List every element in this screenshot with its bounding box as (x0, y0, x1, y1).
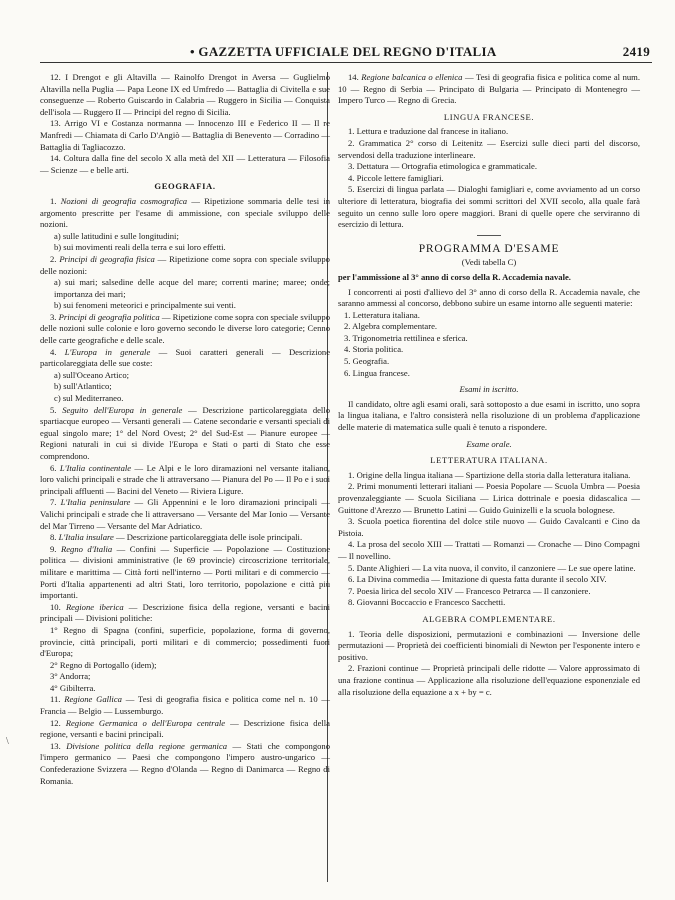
geo-sub: 2° Regno di Portogallo (idem); (50, 659, 157, 670)
french-item: 4. Piccole lettere famigliari. (348, 172, 444, 183)
program-subtitle: (Vedi tabella C) (461, 257, 517, 268)
geo-sub: 4° Gibilterra. (50, 682, 96, 693)
header-rule (40, 62, 652, 63)
geo-sub: c) sul Mediterraneo. (54, 393, 124, 404)
literature-item: 4. La prosa del secolo XIII — Trattati — Romanzi — Cronache — Dino Compagni — Il novellino. (338, 539, 640, 561)
program-bold-line: per l'ammissione al 3° anno di corso della R. Accademia navale. (338, 271, 571, 282)
geo-item-4: 4. L'Europa in generale — Suoi caratteri generali — Descrizione particolareggiata delle sue coste: (40, 346, 331, 369)
geo-sub: b) sui movimenti reali della terra e sui loro effetti. (54, 242, 226, 253)
program-title: PROGRAMMA D'ESAME (418, 242, 560, 255)
french-item: 3. Dettatura — Ortografia etimologica e grammaticale. (348, 161, 537, 172)
subject-item: 2. Algebra complementare. (344, 321, 438, 332)
french-heading: LINGUA FRANCESE. (443, 111, 535, 122)
left-column (40, 72, 330, 787)
subject-item: 5. Geografia. (344, 356, 390, 367)
margin-mark: \ (6, 736, 9, 747)
subject-item: 4. Storia politica. (344, 344, 404, 355)
geography-heading: GEOGRAFIA. (154, 181, 216, 192)
algebra-heading: ALGEBRA COMPLEMENTARE. (422, 613, 556, 624)
written-exam-title: Esami in iscritto. (459, 384, 519, 395)
geo-item-5: 5. Seguito dell'Europa in generale — Descrizione particolareggiata dello spartiacque europeo — Versanti generali — Catene secondarie e versanti speciali di egual singolo mare; 1° del Nord Ovest; 2° del Sud-Est — Pianure europee — Regioni naturali in cui si divide l'Europa e Stati o parti di Stato che esse comprendono. (40, 404, 330, 461)
geo-sub: a) sui mari; salsedine delle acque del mare; correnti marine; maree; onde; importanza dei mari; (54, 277, 330, 299)
geo-item-10: 10. Regione iberica — Descrizione fisica della regione, versanti e bacini principali — Divisioni politiche: (40, 601, 330, 624)
subject-item: 6. Lingua francese. (344, 367, 410, 378)
page-number: 2419 (622, 44, 650, 59)
geo-item-8: 8. L'Italia insulare — Descrizione particolareggiata delle isole principali. (50, 532, 303, 543)
geo-item-12: 12. Regione Germanica o dell'Europa centrale — Descrizione fisica della regione, versanti e bacini principali. (40, 717, 330, 740)
geo-sub: a) sulle latitudini e sulle longitudini; (54, 230, 179, 241)
geo-sub: b) sui fenomeni meteorici e principalmente sui venti. (54, 300, 236, 311)
geo-item-3: 3. Principi di geografia politica — Ripetizione come sopra con speciale sviluppo delle nozioni sulle colonie e loro governo secondo le diverse loro categorie; Cenno delle carte geografiche e delle scale. (40, 311, 330, 346)
history-item: 14. Coltura dalla fine del secolo X alla metà del XII — Letteratura — Filosofia — Scienze — e belle arti. (40, 153, 330, 175)
history-item: 12. I Drengot e gli Altavilla — Rainolfo Drengot in Aversa — Guglielmo Altavilla nella Puglia — Papa Leone IX ed Umfredo — Battaglia di Civitella e sue conseguenze — Roberto Guiscardo in Calabria — Ruggero in Sicilia — Conquista dell'isola — Ruggero II — Principi del regno di Sicilia. (40, 72, 330, 117)
geo-sub: 1° Regno di Spagna (confini, superficie, popolazione, forma di governo, provincie, città principali, porti militari e di commercio; possedimenti fuori d'Europa; (40, 624, 330, 659)
literature-item: 1. Origine della lingua italiana — Spartizione della storia dalla letteratura italiana. (348, 469, 631, 480)
right-column (338, 72, 640, 698)
literature-item: 2. Primi monumenti letterari italiani — Poesia Popolare — Scuola Umbra — Poesia provenzaleggiante — Scuola Siciliana — Lirica dottrinale e poesia didascalica — Guittone d'Arezzo — Brunetto Latini — Guido Guinizelli e la scuola bolognese. (338, 481, 640, 515)
geo-sub: b) sull'Atlantico; (54, 381, 112, 392)
geo-sub: a) sull'Oceano Artico; (54, 369, 130, 380)
history-item: 13. Arrigo VI e Costanza normanna — Innocenzo III e Federico II — Il re Manfredi — Chiamata di Carlo D'Angiò — Battaglia di Benevento — Corradino — Battaglia di Tagliacozzo. (40, 118, 330, 152)
geo-item-6: 6. L'Italia continentale — Le Alpi e le loro diramazioni nel versante italiano, loro valichi principali e strade che li attraversano — Pianura del Po — Il Po e i suoi principali affluenti — Bacini del Veneto — Riviera Ligure. (40, 462, 330, 496)
geo-item-9: 9. Regno d'Italia — Confini — Superficie — Popolazione — Costituzione politica — divisioni amministrative (le 69 provincie) circoscrizione territoriale, militare e marittima — Città forti nell'interno — Porti militari e di commercio — Porti d'Italia appartenenti ad altri Stati, loro territorio, popolazione e città più importanti. (40, 543, 331, 601)
section-separator (477, 235, 501, 236)
geo-item-14: 14. Regione balcanica o ellenica — Tesi di geografia fisica e politica come al num. 10 — Regno di Serbia — Principato di Bulgaria — Principato di Montenegro — Impero Turco — Regno di Grecia. (338, 72, 640, 106)
subject-item: 1. Letteratura italiana. (344, 309, 420, 320)
literature-item: 5. Dante Alighieri — La vita nuova, il convito, il canzoniere — Le sue opere latine. (348, 562, 636, 573)
geo-item-11: 11. Regione Gallica — Tesi di geografia fisica e politica come nel n. 10 — Francia — Belgio — Lussemburgo. (40, 694, 331, 717)
written-exam-text: Il candidato, oltre agli esami orali, sarà sottoposto a due esami in iscritto, uno sopra la lingua italiana, e l'altro consisterà nella risoluzione di un problema d'applicazione delle materie di matematica sulle quali è tenuto a rispondere. (338, 398, 640, 433)
oral-exam-title: Esame orale. (466, 438, 512, 449)
algebra-item: 1. Teoria delle disposizioni, permutazioni e combinazioni — Inversione delle permutazioni — Proprietà dei coefficienti binomiali di Newton per l'esponente intero e positivo. (338, 628, 640, 662)
literature-item: 7. Poesia lirica del secolo XIV — Francesco Petrarca — Il canzoniere. (348, 585, 591, 596)
geo-item-7: 7. L'Italia peninsulare — Gli Appennini e le loro diramazioni principali — Valichi principali e strade che li attraversano — Versante del Mar Ionio — Versante del Mar Tirreno — Versante del Mar Adriatico. (40, 497, 330, 531)
literature-heading: LETTERATURA ITALIANA. (430, 455, 548, 466)
page-header (40, 44, 650, 60)
geo-item-1: 1. Nozioni di geografia cosmografica — Ripetizione sommaria delle tesi in argomento prescritte per l'esame di ammissione, con speciale sviluppo delle nozioni. (40, 195, 331, 230)
french-item: 5. Esercizi di lingua parlata — Dialoghi famigliari e, come avviamento ad un corso ulteriore di letteratura, biografia dei sommi scrittori del XVII secolo, alla quale farà seguito un cenno sulle loro opere maggiori. Brani di quelle opere che serviranno di esercizio di lettura. (338, 184, 640, 230)
algebra-item: 2. Frazioni continue — Proprietà principali delle ridotte — Valore approssimato di una frazione continua — Applicazione alla risoluzione dell'equazione esponenziale ed alla risoluzione della equazione a x + by = c. (338, 663, 640, 697)
literature-item: 8. Giovanni Boccaccio e Francesco Sacchetti. (348, 597, 506, 608)
subject-item: 3. Trigonometria rettilinea e sferica. (344, 332, 468, 343)
program-text: I concorrenti ai posti d'allievo del 3° anno di corso della R. Accademia navale, che saranno ammessi al concorso, debbono subire un esame intorno alle seguenti materie: (338, 286, 640, 309)
french-item: 2. Grammatica 2° corso di Leitenitz — Esercizi sulle dieci parti del discorso, servendosi della traduzione interlineare. (338, 137, 640, 160)
literature-item: 6. La Divina commedia — Imitazione di questa fatta durante il secolo XIV. (348, 574, 607, 585)
geo-sub: 3° Andorra; (50, 671, 91, 682)
literature-item: 3. Scuola poetica fiorentina del dolce stile nuovo — Guido Cavalcanti e Cino da Pistoia. (338, 516, 640, 538)
gazette-title: • GAZZETTA UFFICIALE DEL REGNO D'ITALIA (190, 44, 497, 59)
geo-item-13: 13. Divisione politica della regione germanica — Stati che compongono l'impero germanico — Paesi che compongono l'impero austro-ungarico — Confederazione Svizzera — Regno d'Olanda — Regno di Danimarca — Regno di Romania. (40, 740, 331, 786)
french-item: 1. Lettura e traduzione dal francese in italiano. (348, 126, 509, 137)
geo-item-2: 2. Principi di geografia fisica — Ripetizione come sopra con speciale sviluppo delle nozioni: (40, 253, 330, 276)
